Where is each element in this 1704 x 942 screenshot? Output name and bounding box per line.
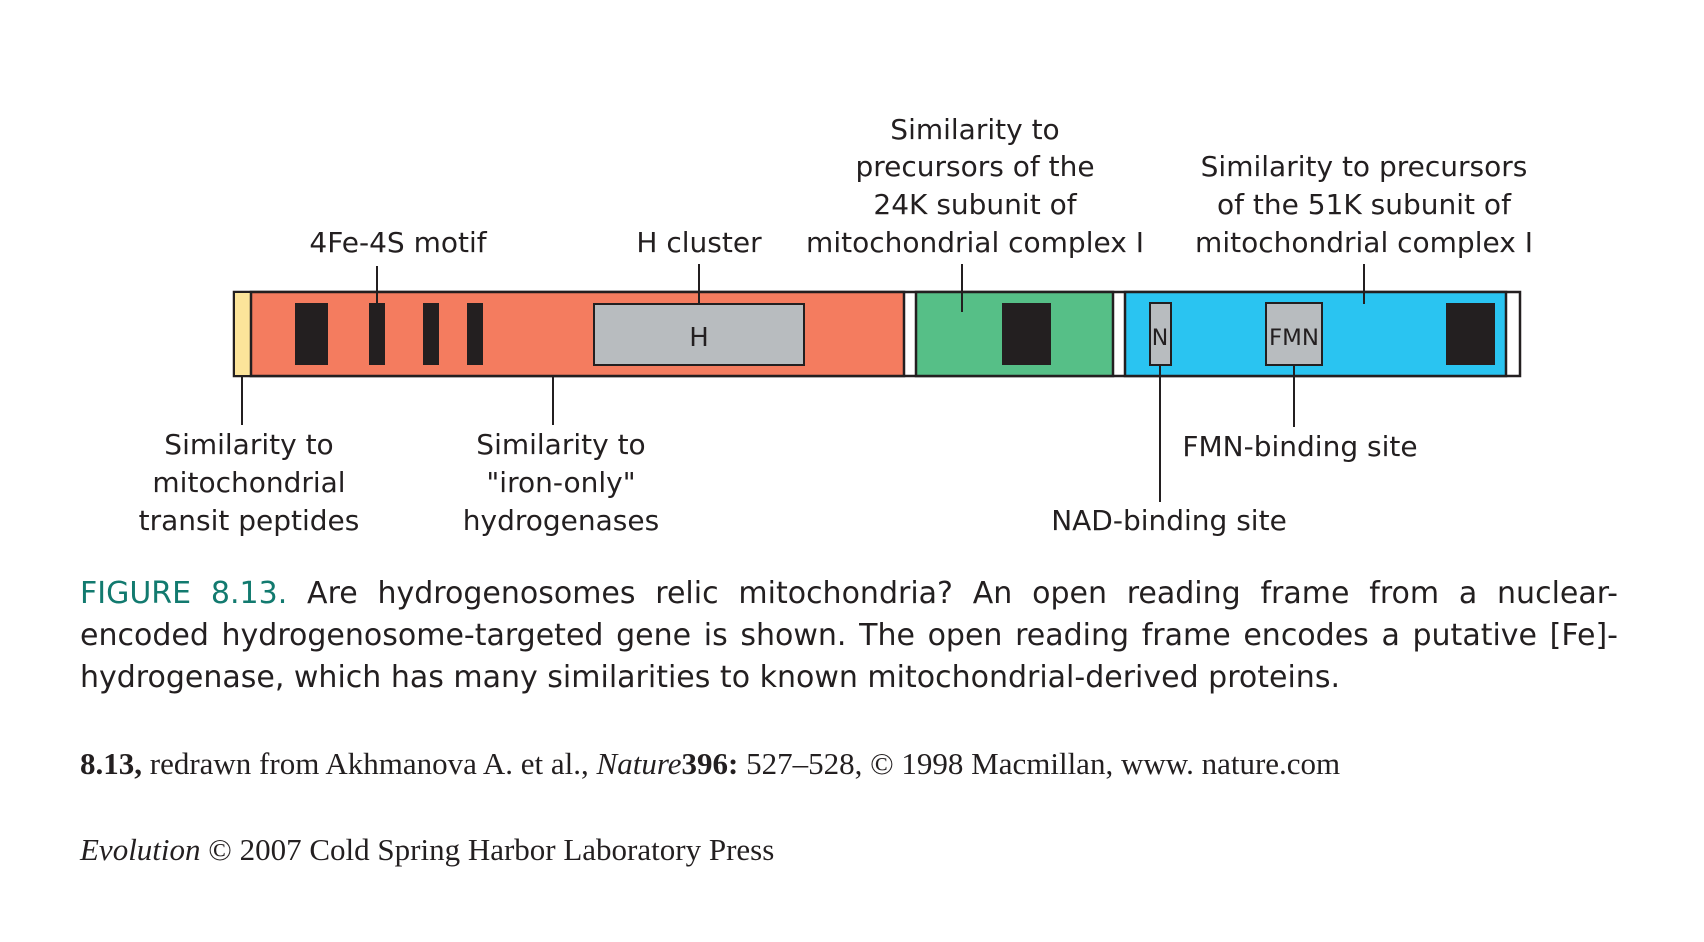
- orf-bar: [234, 292, 1520, 376]
- label-24k-subunit: [806, 113, 1144, 259]
- nad-box-label: N: [1151, 326, 1169, 351]
- motif-block: [467, 303, 483, 365]
- press-line: [80, 832, 774, 868]
- label-nad-binding-site: NAD-binding site: [1051, 504, 1287, 537]
- segment-iron-hydrogenase: [251, 292, 904, 376]
- credit-ref: 8.13,: [80, 746, 142, 781]
- figure-number: FIGURE 8.13.: [80, 576, 288, 611]
- credit-volume: 396:: [681, 746, 739, 781]
- motif-block: [295, 303, 328, 365]
- fmn-box-label: FMN: [1269, 326, 1319, 351]
- svg-text:mitochondrial complex I: mitochondrial complex I: [1195, 226, 1533, 259]
- label-4fe4s-motif: 4Fe-4S motif: [309, 226, 487, 259]
- svg-text:mitochondrial complex I: mitochondrial complex I: [806, 226, 1144, 259]
- label-iron-only-hydrogenases: [463, 428, 659, 537]
- svg-text:"iron-only": "iron-only": [486, 466, 636, 499]
- credit-pre: redrawn from Akhmanova A. et al.,: [149, 746, 589, 781]
- credit-rest: 527–528, © 1998 Macmillan, www. nature.com: [746, 746, 1341, 781]
- svg-text:Similarity to precursors: Similarity to precursors: [1200, 150, 1528, 183]
- caption-text: Are hydrogenosomes relic mitochondria? An open reading frame from a nuclear-encoded hydrogenosome-targeted gene is shown. The open reading frame encodes a putative [Fe]-hydrogenase, which has many similarities to known mitochondrial-derived proteins.: [80, 576, 1618, 695]
- segment-transit-peptide: [235, 293, 251, 375]
- press-book: Evolution: [80, 832, 201, 867]
- figure-caption: [80, 573, 1618, 699]
- svg-text:precursors of the: precursors of the: [855, 150, 1095, 183]
- label-51k-subunit: [1195, 150, 1533, 259]
- svg-text:Similarity to: Similarity to: [476, 428, 646, 461]
- label-h-cluster: H cluster: [636, 226, 762, 259]
- motif-block: [423, 303, 439, 365]
- label-fmn-binding-site: FMN-binding site: [1182, 430, 1418, 463]
- svg-text:24K subunit of: 24K subunit of: [873, 188, 1077, 221]
- svg-text:of the 51K subunit of: of the 51K subunit of: [1217, 188, 1511, 221]
- motif-block: [369, 303, 385, 365]
- svg-text:Similarity to: Similarity to: [890, 113, 1060, 146]
- h-cluster-box-label: H: [689, 323, 709, 353]
- svg-text:hydrogenases: hydrogenases: [462, 504, 660, 537]
- complex-24k-block: [1002, 303, 1051, 365]
- label-transit-peptides: [139, 428, 360, 537]
- svg-text:mitochondrial: mitochondrial: [152, 466, 346, 499]
- figure-credit: [80, 746, 1340, 782]
- credit-journal: Nature: [596, 746, 682, 781]
- svg-text:transit peptides: transit peptides: [138, 504, 360, 537]
- complex-51k-block: [1446, 303, 1495, 365]
- press-rest: © 2007 Cold Spring Harbor Laboratory Press: [208, 832, 775, 867]
- svg-text:Similarity to: Similarity to: [164, 428, 334, 461]
